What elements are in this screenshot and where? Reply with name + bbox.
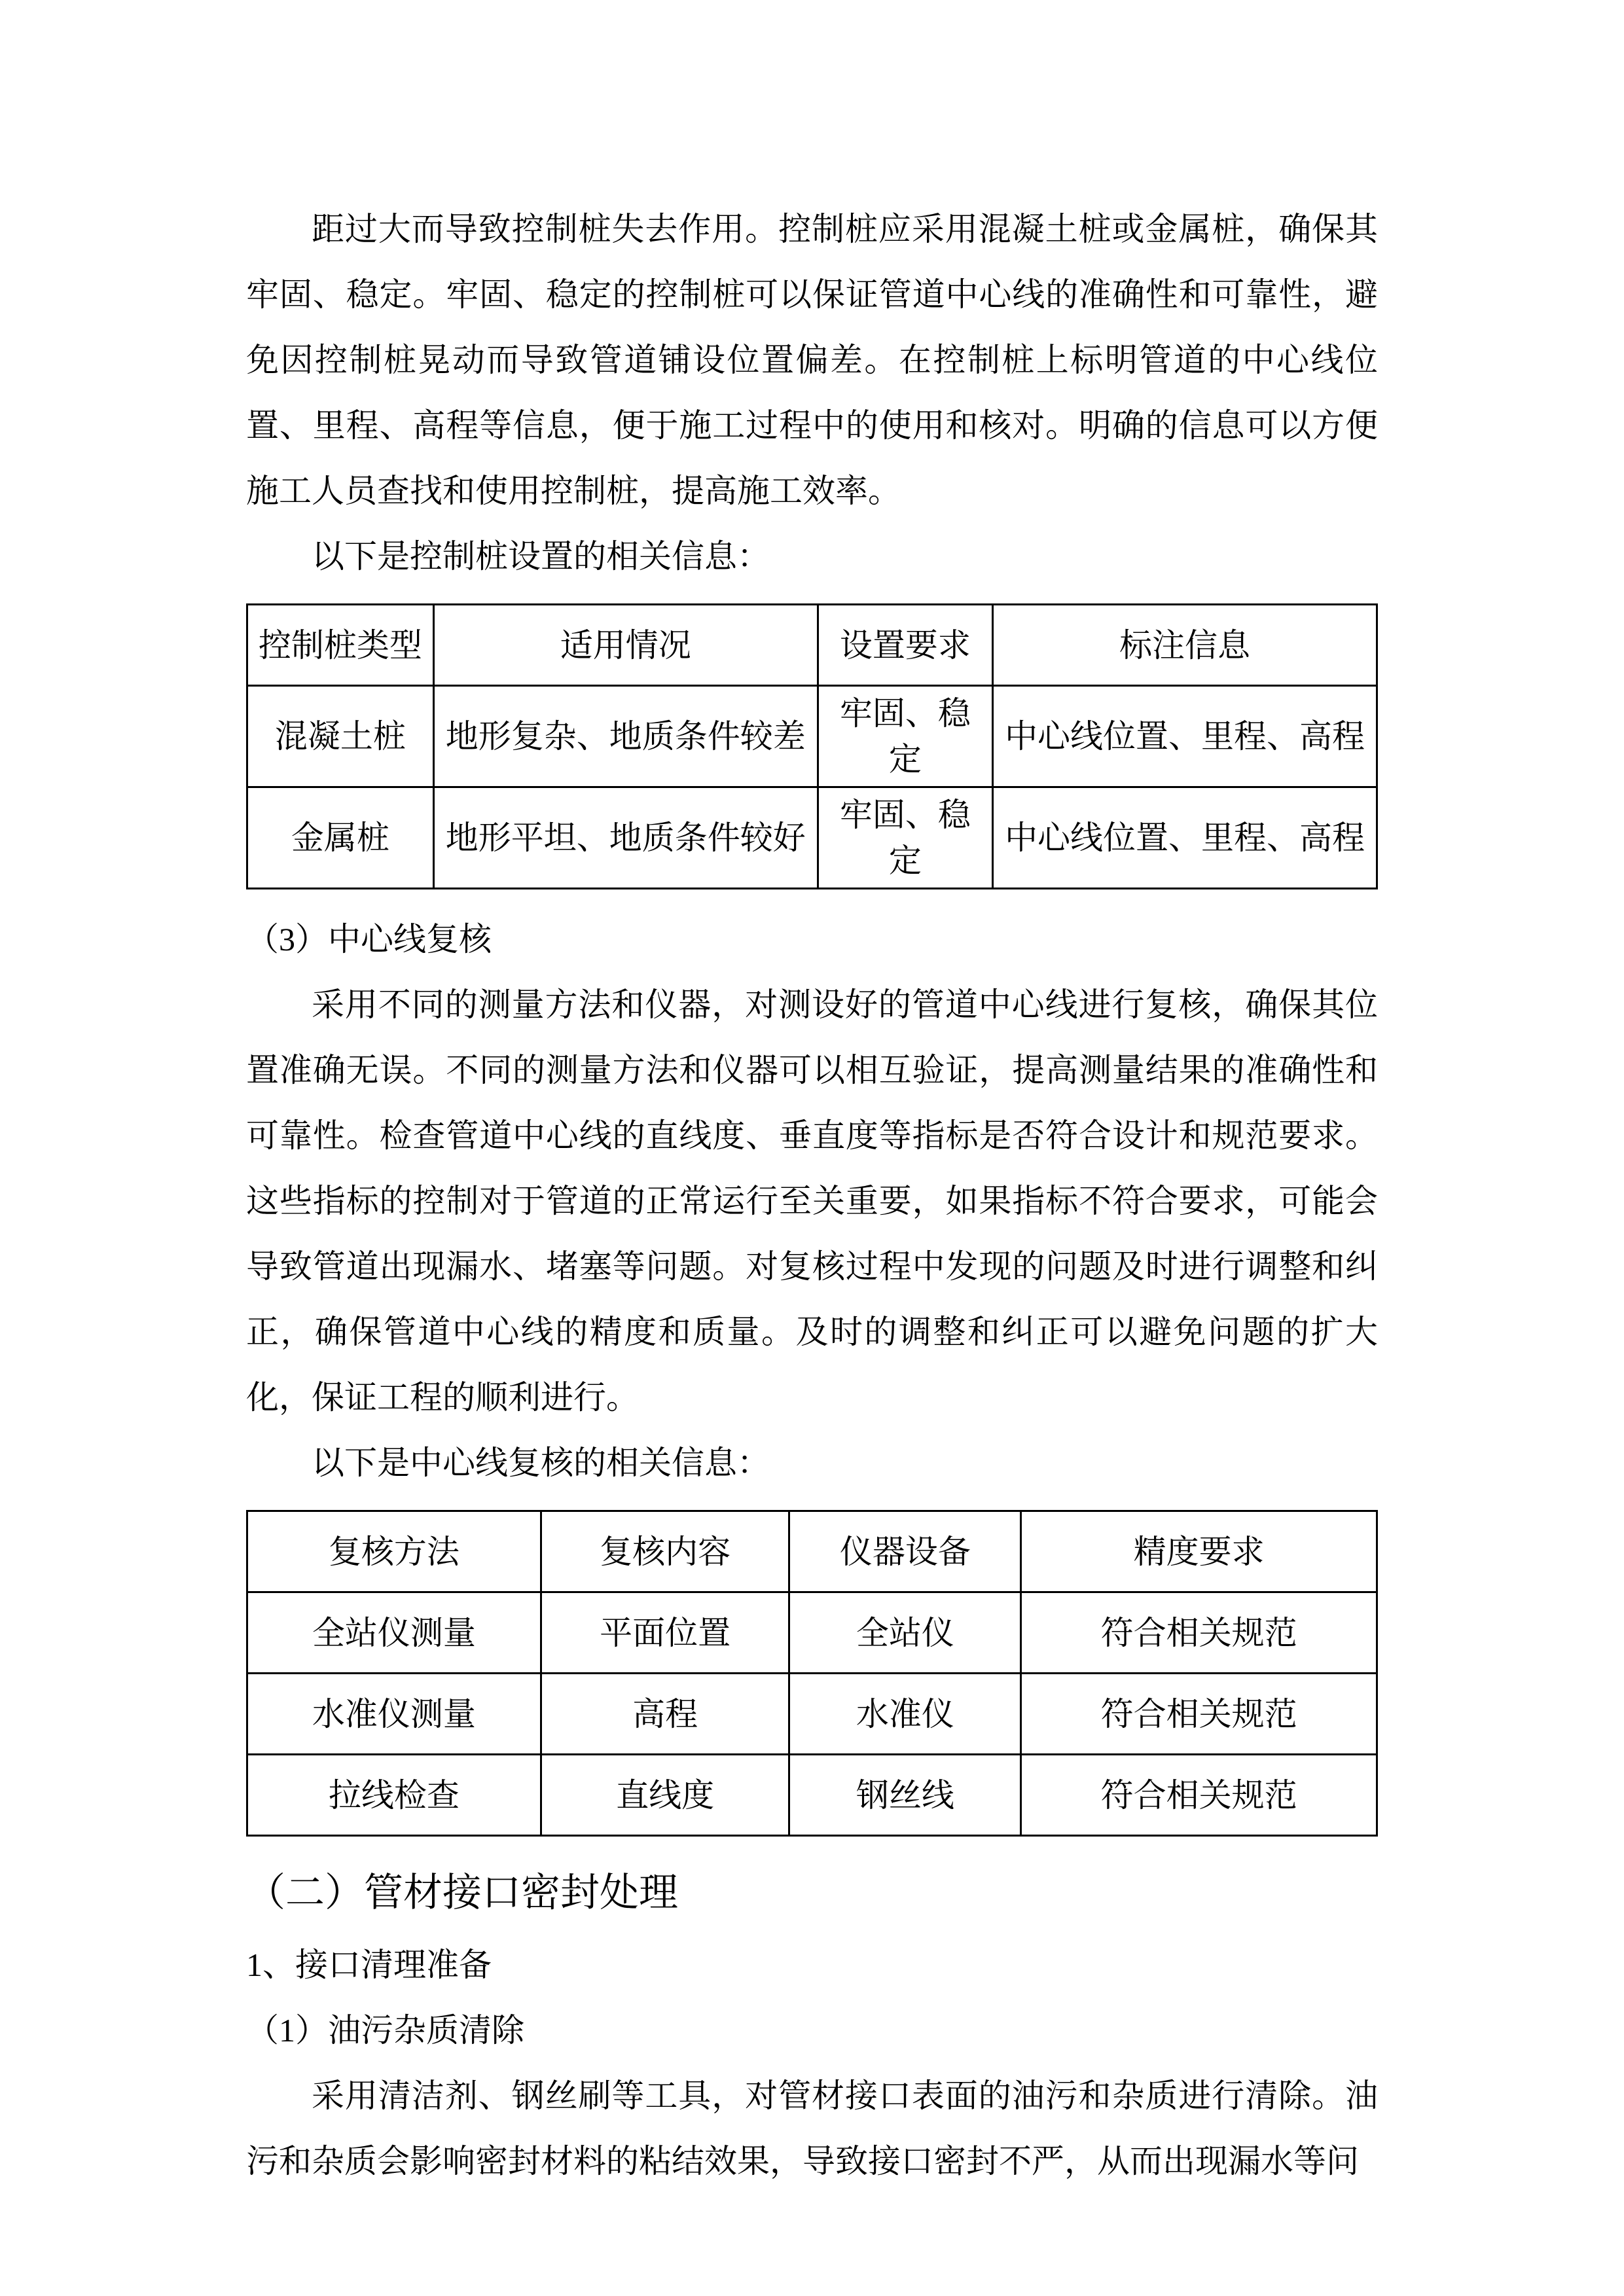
table-cell: 符合相关规范 xyxy=(1021,1755,1377,1836)
table-header-cell: 标注信息 xyxy=(993,605,1377,686)
table-header-row xyxy=(247,1511,1377,1592)
paragraph-oil-impurity-removal: 采用清洁剂、钢丝刷等工具，对管材接口表面的油污和杂质进行清除。油污和杂质会影响密封材料的粘结效果，导致接口密封不严，从而出现漏水等问 xyxy=(246,2077,1378,2179)
table-cell: 中心线位置、里程、高程 xyxy=(993,686,1377,787)
table-row xyxy=(247,1592,1377,1674)
table-header-cell: 复核内容 xyxy=(541,1511,789,1592)
table-cell: 全站仪 xyxy=(789,1592,1021,1674)
table-cell: 全站仪测量 xyxy=(247,1592,541,1674)
heading-section-pipe-joint-sealing: （二）管材接口密封处理 xyxy=(246,1871,678,1914)
table-cell: 地形平坦、地质条件较好 xyxy=(433,787,818,889)
table-row xyxy=(247,1674,1377,1755)
paragraph-centerline-recheck: 采用不同的测量方法和仪器，对测设好的管道中心线进行复核，确保其位置准确无误。不同的测量方法和仪器可以相互验证，提高测量结果的准确性和可靠性。检查管道中心线的直线度、垂直度等指标是否符合设计和规范要求。这些指标的控制对于管道的正常运行至关重要，如果指标不符合要求，可能会导致管道出现漏水、堵塞等问题。对复核过程中发现的问题及时进行调整和纠正，确保管道中心线的精度和质量。及时的调整和纠正可以避免问题的扩大化，保证工程的顺利进行。 xyxy=(246,986,1378,1416)
heading-oil-impurity-removal: （1）油污杂质清除 xyxy=(246,2012,524,2049)
table-header-cell: 精度要求 xyxy=(1021,1511,1377,1592)
table-cell: 平面位置 xyxy=(541,1592,789,1674)
heading-joint-cleaning-prep: 1、接口清理准备 xyxy=(246,1946,492,1983)
table-row xyxy=(247,686,1377,787)
table-header-cell: 设置要求 xyxy=(818,605,993,686)
paragraph-control-pile: 距过大而导致控制桩失去作用。控制桩应采用混凝土桩或金属桩，确保其牢固、稳定。牢固、稳定的控制桩可以保证管道中心线的准确性和可靠性，避免因控制桩晃动而导致管道铺设位置偏差。在控制桩上标明管道的中心线位置、里程、高程等信息，便于施工过程中的使用和核对。明确的信息可以方便施工人员查找和使用控制桩，提高施工效率。 xyxy=(246,211,1378,509)
table-cell: 金属桩 xyxy=(247,787,434,889)
table-cell: 钢丝线 xyxy=(789,1755,1021,1836)
table-header-row xyxy=(247,605,1377,686)
table1-intro-line: 以下是控制桩设置的相关信息： xyxy=(312,538,770,575)
table-header-cell: 仪器设备 xyxy=(789,1511,1021,1592)
table2-intro-line: 以下是中心线复核的相关信息： xyxy=(312,1444,770,1481)
heading-centerline-recheck: （3）中心线复核 xyxy=(246,921,492,958)
table-cell: 拉线检查 xyxy=(247,1755,541,1836)
table-cell: 符合相关规范 xyxy=(1021,1592,1377,1674)
table-cell: 牢固、稳定 xyxy=(818,787,993,889)
table-cell: 水准仪测量 xyxy=(247,1674,541,1755)
table-cell: 直线度 xyxy=(541,1755,789,1836)
table-cell: 高程 xyxy=(541,1674,789,1755)
table-row xyxy=(247,1755,1377,1836)
table-cell: 水准仪 xyxy=(789,1674,1021,1755)
table-cell: 地形复杂、地质条件较差 xyxy=(433,686,818,787)
table-row xyxy=(247,787,1377,889)
table-cell: 符合相关规范 xyxy=(1021,1674,1377,1755)
control-pile-table xyxy=(246,603,1378,889)
table-cell: 混凝土桩 xyxy=(247,686,434,787)
table-cell: 中心线位置、里程、高程 xyxy=(993,787,1377,889)
table-header-cell: 控制桩类型 xyxy=(247,605,434,686)
table-header-cell: 适用情况 xyxy=(433,605,818,686)
table-header-cell: 复核方法 xyxy=(247,1511,541,1592)
centerline-recheck-table xyxy=(246,1510,1378,1837)
table-cell: 牢固、稳定 xyxy=(818,686,993,787)
